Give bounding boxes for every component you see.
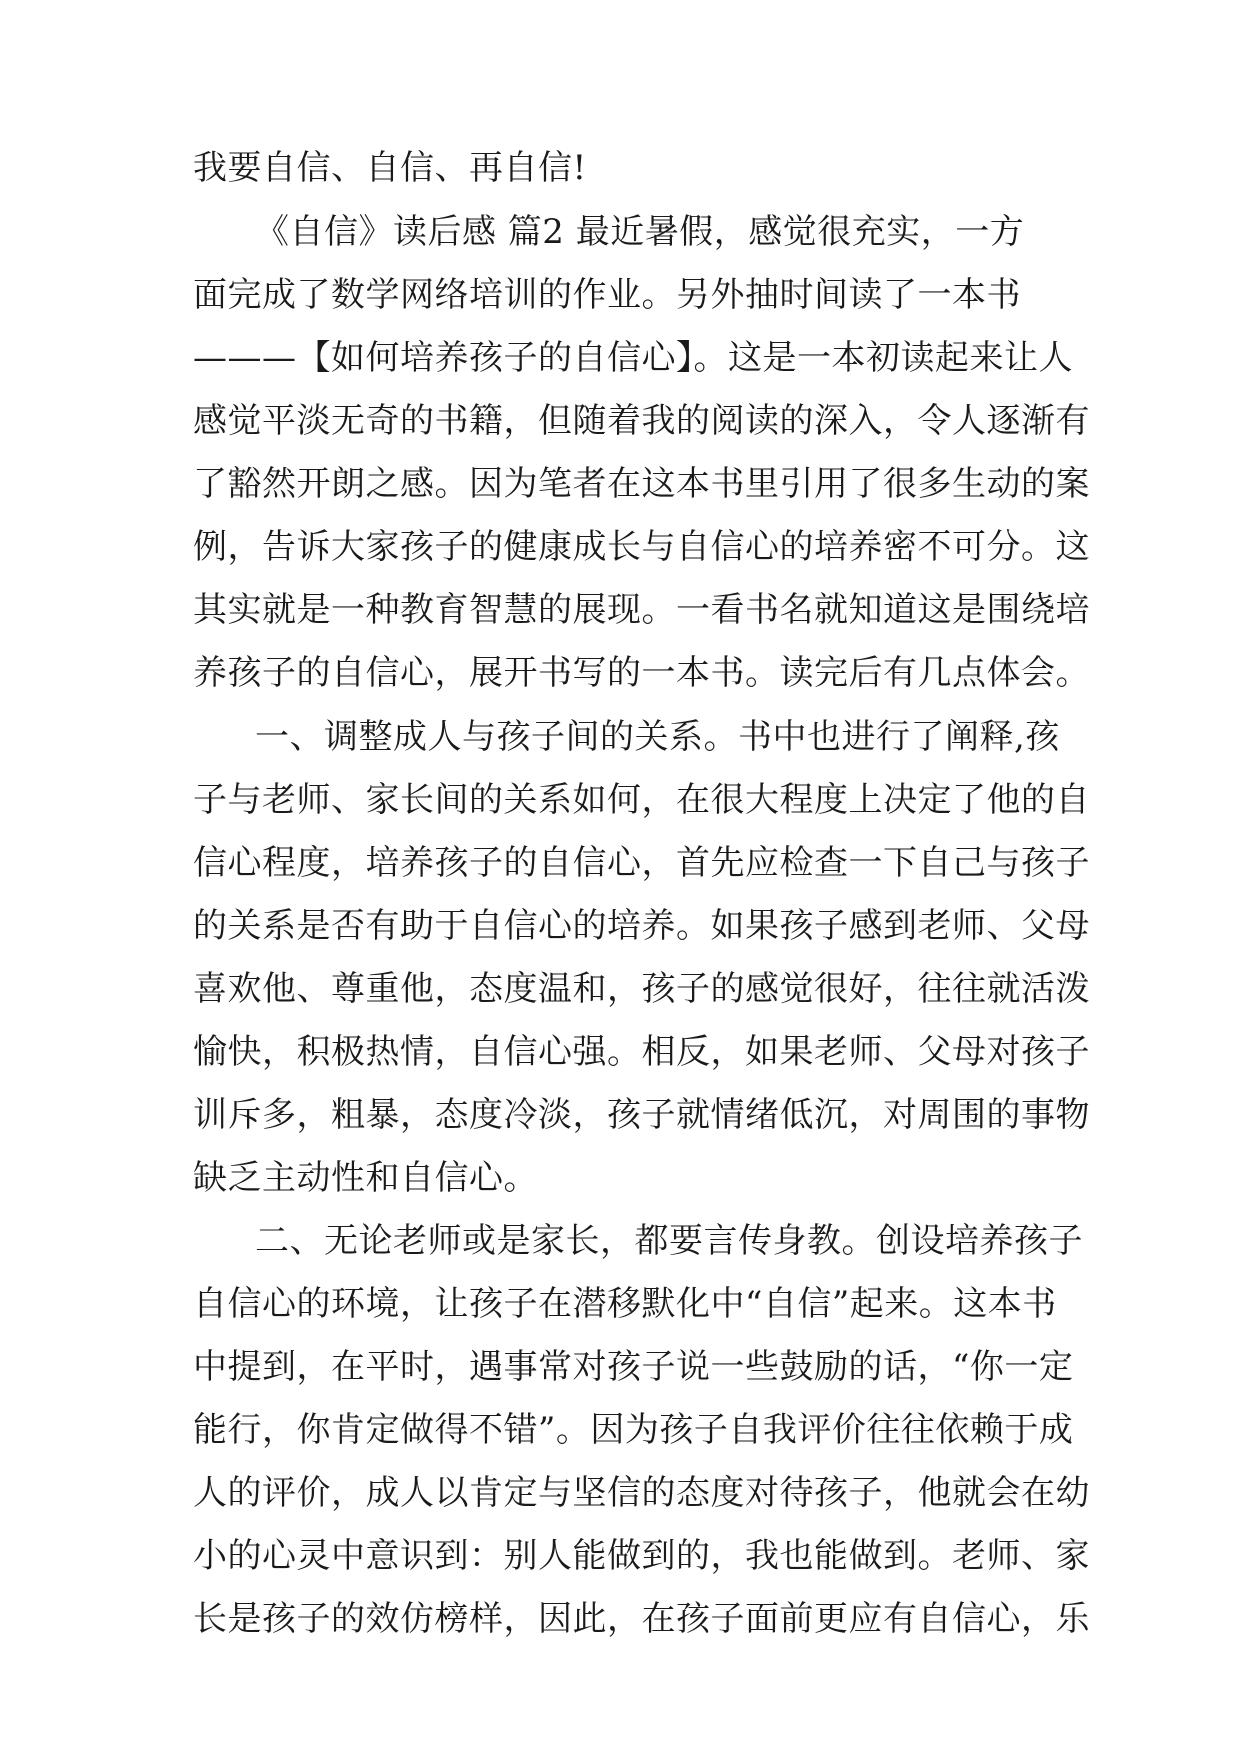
text-line: 感觉平淡无奇的书籍，但随着我的阅读的深入，令人逐渐有 — [193, 401, 1090, 441]
text-line: 缺乏主动性和自信心。 — [193, 1158, 538, 1198]
text-line: 一、调整成人与孩子间的关系。书中也进行了阐释,孩 — [255, 717, 1060, 757]
text-line: 中提到，在平时，遇事常对孩子说一些鼓励的话，“你一定 — [193, 1347, 1074, 1387]
text-line: 养孩子的自信心，展开书写的一本书。读完后有几点体会。 — [193, 653, 1090, 693]
text-line: 人的评价，成人以肯定与坚信的态度对待孩子，他就会在幼 — [193, 1473, 1090, 1513]
text-line: 自信心的环境，让孩子在潜移默化中“自信”起来。这本书 — [193, 1284, 1057, 1324]
text-line: 能行，你肯定做得不错”。因为孩子自我评价往往依赖于成 — [193, 1410, 1074, 1450]
text-line: 喜欢他、尊重他，态度温和，孩子的感觉很好，往往就活泼 — [193, 969, 1090, 1009]
text-line: 长是孩子的效仿榜样，因此，在孩子面前更应有自信心，乐 — [193, 1599, 1090, 1639]
text-line: 训斥多，粗暴，态度冷淡，孩子就情绪低沉，对周围的事物 — [193, 1095, 1090, 1135]
text-line: 小的心灵中意识到：别人能做到的，我也能做到。老师、家 — [193, 1536, 1090, 1576]
text-line: 我要自信、自信、再自信! — [193, 148, 587, 188]
text-line: 信心程度，培养孩子的自信心，首先应检查一下自己与孩子 — [193, 843, 1090, 883]
text-line: 二、无论老师或是家长，都要言传身教。创设培养孩子 — [255, 1221, 1083, 1261]
text-line: 愉快，积极热情，自信心强。相反，如果老师、父母对孩子 — [193, 1032, 1090, 1072]
text-line: ———【如何培养孩子的自信心】。这是一本初读起来让人 — [193, 338, 1073, 378]
text-line: 《自信》读后感 篇2 最近暑假，感觉很充实，一方 — [255, 212, 1025, 252]
text-line: 其实就是一种教育智慧的展现。一看书名就知道这是围绕培 — [193, 590, 1090, 630]
text-line: 子与老师、家长间的关系如何，在很大程度上决定了他的自 — [193, 780, 1090, 820]
text-line: 例，告诉大家孩子的健康成长与自信心的培养密不可分。这 — [193, 527, 1090, 567]
text-line: 的关系是否有助于自信心的培养。如果孩子感到老师、父母 — [193, 906, 1090, 946]
text-line: 了豁然开朗之感。因为笔者在这本书里引用了很多生动的案 — [193, 464, 1090, 504]
text-line: 面完成了数学网络培训的作业。另外抽时间读了一本书 — [193, 275, 1021, 315]
